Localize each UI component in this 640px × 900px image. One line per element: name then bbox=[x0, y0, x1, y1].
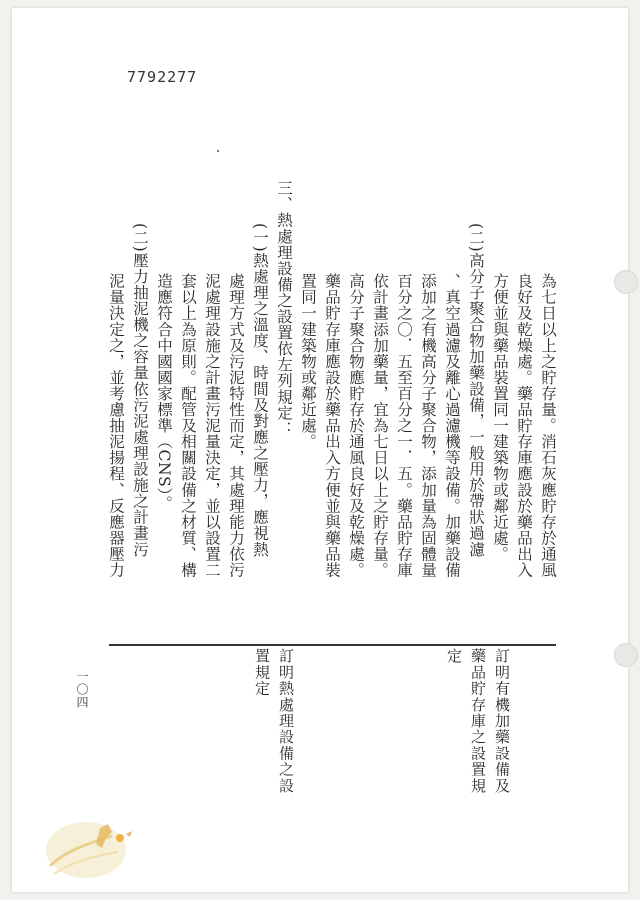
body-column-16: 套以上為原則。配管及相關設備之材質、構 bbox=[179, 273, 197, 578]
punch-hole-bottom bbox=[614, 643, 638, 667]
body-column-11: 置同一建築物或鄰近處。 bbox=[299, 273, 317, 450]
document-page bbox=[12, 8, 628, 892]
body-column-1: 為七日以上之貯存量。消石灰應貯存於通風 bbox=[539, 273, 557, 578]
body-column-18: (二)壓力抽泥機之容量依污泥處理設施之計畫污 bbox=[131, 223, 149, 558]
body-column-3: 方便並與藥品裝置同一建築物或鄰近處。 bbox=[491, 273, 509, 562]
margin-note-3: 定 bbox=[445, 648, 463, 665]
document-number: 7792277 bbox=[127, 68, 198, 86]
body-column-7: 百分之〇．五至百分之一．五。藥品貯存庫 bbox=[395, 273, 413, 578]
page-number: 一〇四 bbox=[75, 670, 89, 709]
margin-note-1: 訂明有機加藥設備及 bbox=[493, 648, 511, 794]
body-column-19: 泥量決定之，並考慮抽泥揚程、反應器壓力 bbox=[107, 273, 125, 578]
body-column-13: (一)熱處理之溫度、時間及對應之壓力，應視熱 bbox=[251, 223, 269, 558]
body-column-15: 泥處理設施之計畫污泥量決定，並以設置二 bbox=[203, 273, 221, 578]
body-column-10: 藥品貯存庫應設於藥品出入方便並與藥品裝 bbox=[323, 273, 341, 578]
body-column-4: (二)高分子聚合物加藥設備，一般用於帶狀過濾 bbox=[467, 223, 485, 558]
punch-hole-top bbox=[614, 270, 638, 294]
body-column-2: 良好及乾燥處。藥品貯存庫應設於藥品出入 bbox=[515, 273, 533, 578]
scan-speck bbox=[217, 150, 219, 152]
footnote-divider bbox=[109, 644, 556, 646]
body-column-9: 高分子聚合物應貯存於通風良好及乾燥處。 bbox=[347, 273, 365, 578]
body-column-6: 添加之有機高分子聚合物，添加量為固體量 bbox=[419, 273, 437, 578]
body-column-14: 處理方式及污泥特性而定，其處理能力依污 bbox=[227, 273, 245, 578]
margin-note-2: 藥品貯存庫之設置規 bbox=[469, 648, 487, 794]
body-column-17: 造應符合中國國家標準（CNS）。 bbox=[155, 273, 173, 512]
body-column-8: 依計畫添加藥量，宜為七日以上之貯存量。 bbox=[371, 273, 389, 578]
section-heading-3: 三、熱處理設備之設置依左列規定： bbox=[275, 180, 293, 437]
body-column-5: 、真空過濾及離心過濾機等設備。加藥設備 bbox=[443, 273, 461, 578]
margin-note-5: 置規定 bbox=[253, 648, 271, 697]
margin-note-4: 訂明熱處理設備之設 bbox=[277, 648, 295, 794]
archive-logo-icon bbox=[42, 808, 142, 888]
